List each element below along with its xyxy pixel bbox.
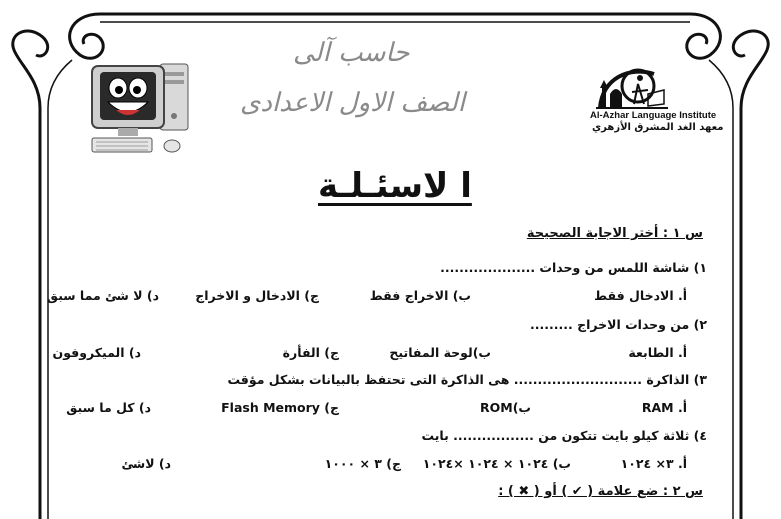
question-2-option-d: د) الميكروفون bbox=[52, 345, 141, 360]
institute-logo-icon bbox=[592, 64, 672, 110]
question-4-option-a: أ. ٣× ١٠٢٤ bbox=[620, 456, 687, 471]
question-2-option-b: ب)لوحة المفاتيح bbox=[389, 345, 491, 360]
institute-name-en: Al-Azhar Language Institute bbox=[590, 110, 717, 121]
grade-title: الصف الاول الاعدادى bbox=[240, 88, 465, 118]
question-3-option-a: أ. RAM bbox=[641, 400, 687, 415]
question-2-option-a: أ. الطابعة bbox=[628, 345, 687, 360]
question-2-option-c: ج) الفأرة bbox=[282, 345, 339, 360]
question-1-option-a: أ. الادخال فقط bbox=[594, 288, 687, 303]
question-1-option-d: د) لا شئ مما سبق bbox=[46, 288, 159, 303]
question-4-option-d: د) لاشئ bbox=[121, 456, 171, 471]
subject-title: حاسب آلى bbox=[293, 38, 410, 68]
question-3-option-b: ب)ROM bbox=[480, 400, 531, 415]
institute-name-ar: معهد الغد المشرق الأزهري bbox=[592, 122, 724, 133]
question-4-stem: ٤) ثلاثة كيلو بايت تتكون من ................. بايت bbox=[421, 428, 707, 443]
question-1-option-b: ب) الاخراج فقط bbox=[369, 288, 471, 303]
page-title: ا لاسئـلـة bbox=[318, 166, 472, 206]
section1-title: س ١ : أختر الاجابة الصحيحة bbox=[526, 226, 703, 241]
question-4-option-b: ب) ١٠٢٤ × ١٠٢٤ ×١٠٢٤ bbox=[422, 456, 571, 471]
question-3-option-d: د) كل ما سبق bbox=[66, 400, 151, 415]
question-3-stem: ٣) الذاكرة ........................... هى الذاكرة التى تحتفظ بالبيانات بشكل مؤقت bbox=[227, 372, 707, 387]
question-1-stem: ١) شاشة اللمس من وحدات .................... bbox=[440, 260, 707, 275]
section2-title: س ٢ : ضع علامة ( ✔ ) أو ( ✖ ) : bbox=[498, 484, 703, 499]
question-2-stem: ٢) من وحدات الاخراج ......... bbox=[529, 317, 707, 332]
computer-mascot-icon bbox=[88, 58, 196, 156]
question-4-option-c: ج) ٣ × ١٠٠٠ bbox=[324, 456, 401, 471]
question-1-option-c: ج) الادخال و الاخراج bbox=[195, 288, 319, 303]
question-3-option-c: ج) Flash Memory bbox=[221, 400, 339, 415]
